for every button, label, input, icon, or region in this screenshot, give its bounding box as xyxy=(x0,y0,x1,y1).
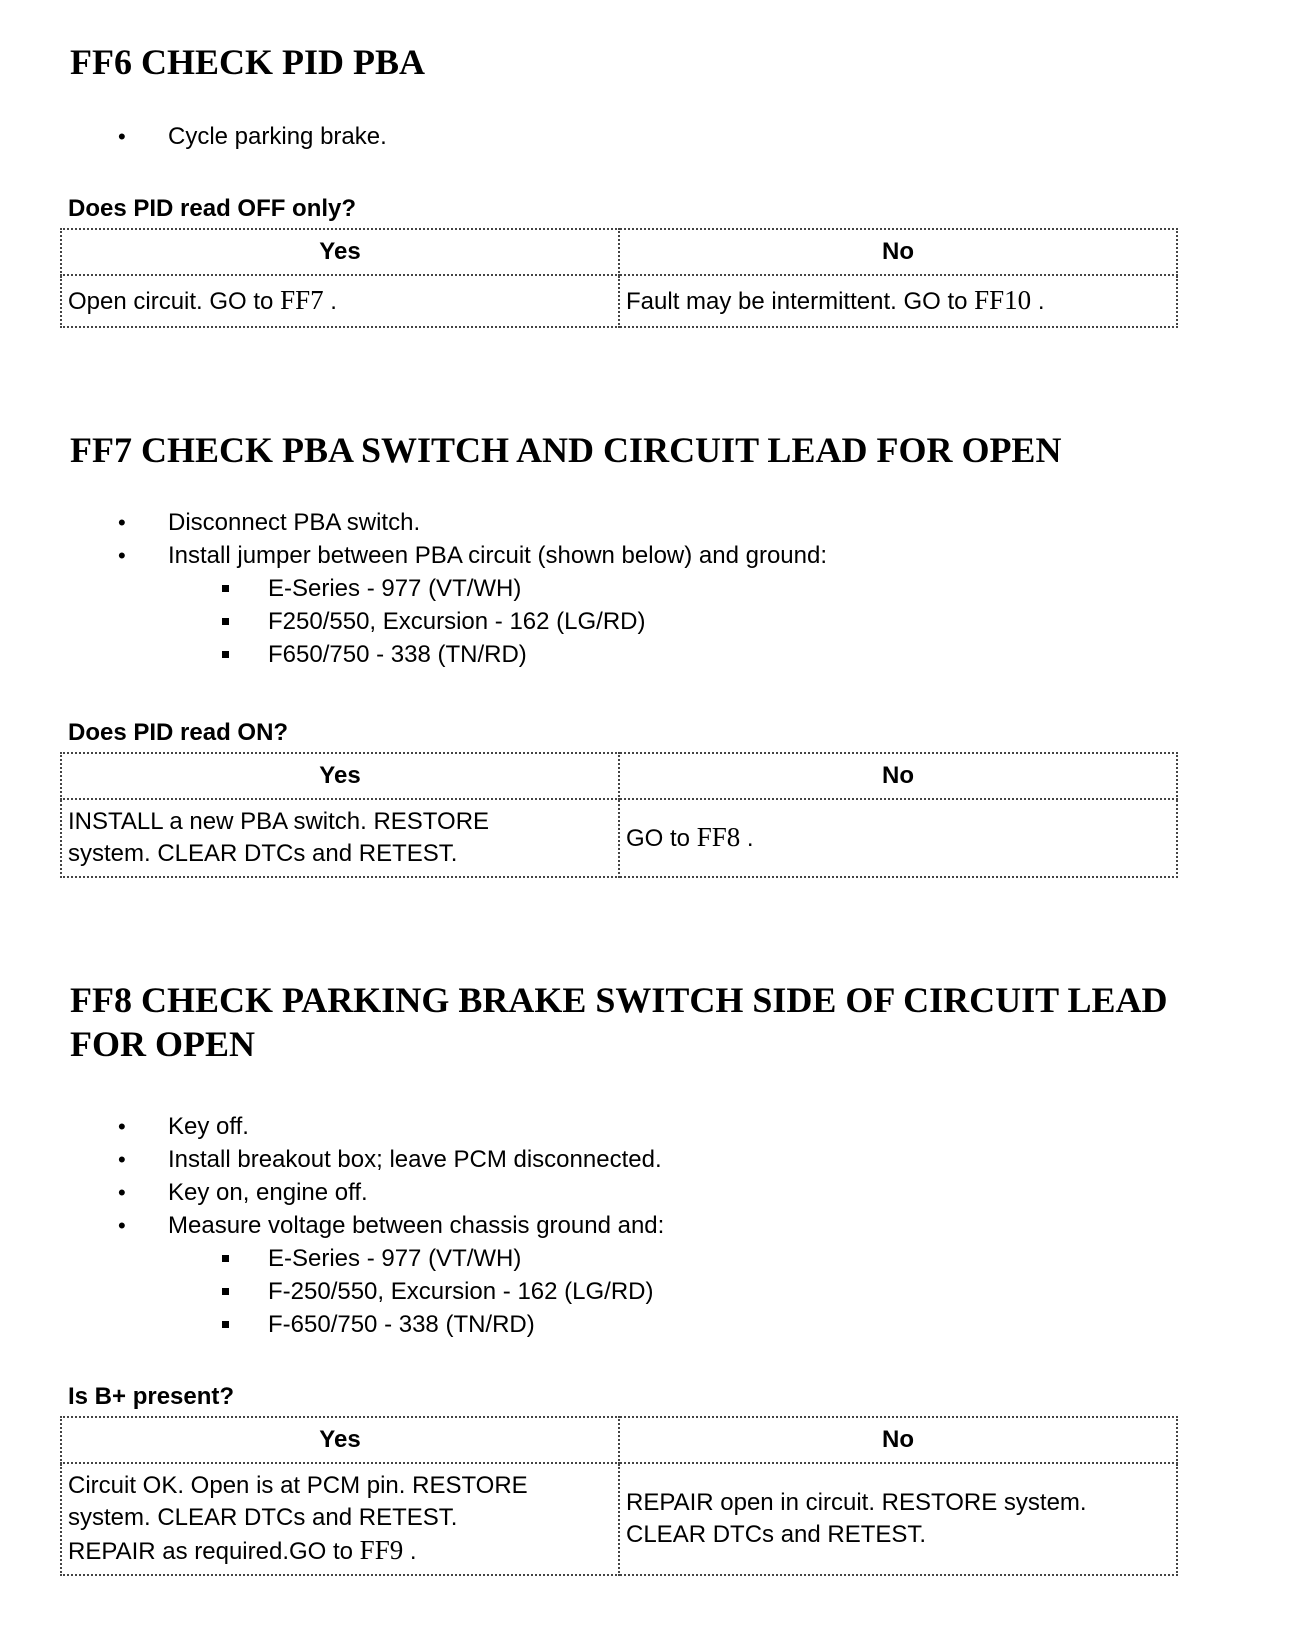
no-tail: . xyxy=(740,825,754,852)
instruction-item: • Measure voltage between chassis ground and: xyxy=(0,1209,664,1242)
step-ff6-question: Does PID read OFF only? xyxy=(68,195,357,222)
yes-header: Yes xyxy=(61,1417,619,1463)
yes-cell xyxy=(61,799,619,877)
instruction-item: • Cycle parking brake. xyxy=(0,120,387,153)
no-tail: . xyxy=(1031,288,1045,315)
step-ff7-decision-table xyxy=(60,752,1178,878)
title-line: FOR OPEN xyxy=(70,1024,255,1064)
goto-ff10-link[interactable]: FF10 xyxy=(974,285,1032,315)
sub-instruction-item: E-Series - 977 (VT/WH) xyxy=(0,572,827,605)
step-ff7-question: Does PID read ON? xyxy=(68,719,289,746)
no-cell xyxy=(619,799,1177,877)
no-line: CLEAR DTCs and RETEST. xyxy=(626,1521,927,1548)
yes-line: Circuit OK. Open is at PCM pin. RESTORE xyxy=(68,1472,528,1499)
yes-tail: . xyxy=(403,1538,417,1565)
yes-header: Yes xyxy=(61,753,619,799)
yes-line: INSTALL a new PBA switch. RESTORE xyxy=(68,808,490,835)
yes-line: REPAIR as required.GO to xyxy=(68,1538,360,1565)
step-ff8-title xyxy=(70,978,1270,1066)
step-ff8-decision-table xyxy=(60,1416,1178,1576)
instruction-item: • Install jumper between PBA circuit (shown below) and ground: xyxy=(0,539,827,572)
no-cell xyxy=(619,1463,1177,1575)
sub-instruction-item: F-250/550, Excursion - 162 (LG/RD) xyxy=(0,1275,664,1308)
yes-header: Yes xyxy=(61,229,619,275)
no-cell xyxy=(619,275,1177,327)
yes-tail: . xyxy=(323,288,337,315)
no-header: No xyxy=(619,229,1177,275)
step-ff7-title: FF7 CHECK PBA SWITCH AND CIRCUIT LEAD FOR OPEN xyxy=(70,430,1062,470)
goto-ff7-link[interactable]: FF7 xyxy=(280,285,324,315)
sub-instruction-item: F250/550, Excursion - 162 (LG/RD) xyxy=(0,605,827,638)
no-line: REPAIR open in circuit. RESTORE system. xyxy=(626,1489,1087,1516)
step-ff6-title: FF6 CHECK PID PBA xyxy=(70,42,425,82)
goto-ff9-link[interactable]: FF9 xyxy=(359,1535,404,1565)
yes-text: Open circuit. GO to xyxy=(68,288,281,315)
instruction-item: • Disconnect PBA switch. xyxy=(0,506,827,539)
instruction-item: • Key on, engine off. xyxy=(0,1176,664,1209)
step-ff6-instructions xyxy=(0,120,387,153)
yes-cell xyxy=(61,275,619,327)
title-line: FF8 CHECK PARKING BRAKE SWITCH SIDE OF CIRCUIT LEAD xyxy=(70,980,1168,1020)
step-ff8-question: Is B+ present? xyxy=(68,1383,235,1410)
yes-line: system. CLEAR DTCs and RETEST. xyxy=(68,1504,458,1531)
yes-line: system. CLEAR DTCs and RETEST. xyxy=(68,840,458,867)
step-ff6-decision-table xyxy=(60,228,1178,328)
step-ff7-instructions xyxy=(0,506,827,671)
instruction-item: • Install breakout box; leave PCM disconnected. xyxy=(0,1143,664,1176)
no-text: Fault may be intermittent. GO to xyxy=(626,288,975,315)
no-header: No xyxy=(619,1417,1177,1463)
sub-instruction-item: F-650/750 - 338 (TN/RD) xyxy=(0,1308,664,1341)
instruction-item: • Key off. xyxy=(0,1110,664,1143)
no-text: GO to xyxy=(626,825,697,852)
sub-instruction-item: E-Series - 977 (VT/WH) xyxy=(0,1242,664,1275)
goto-ff8-link[interactable]: FF8 xyxy=(696,822,741,852)
step-ff8-instructions xyxy=(0,1110,664,1341)
no-header: No xyxy=(619,753,1177,799)
yes-cell xyxy=(61,1463,619,1575)
sub-instruction-item: F650/750 - 338 (TN/RD) xyxy=(0,638,827,671)
